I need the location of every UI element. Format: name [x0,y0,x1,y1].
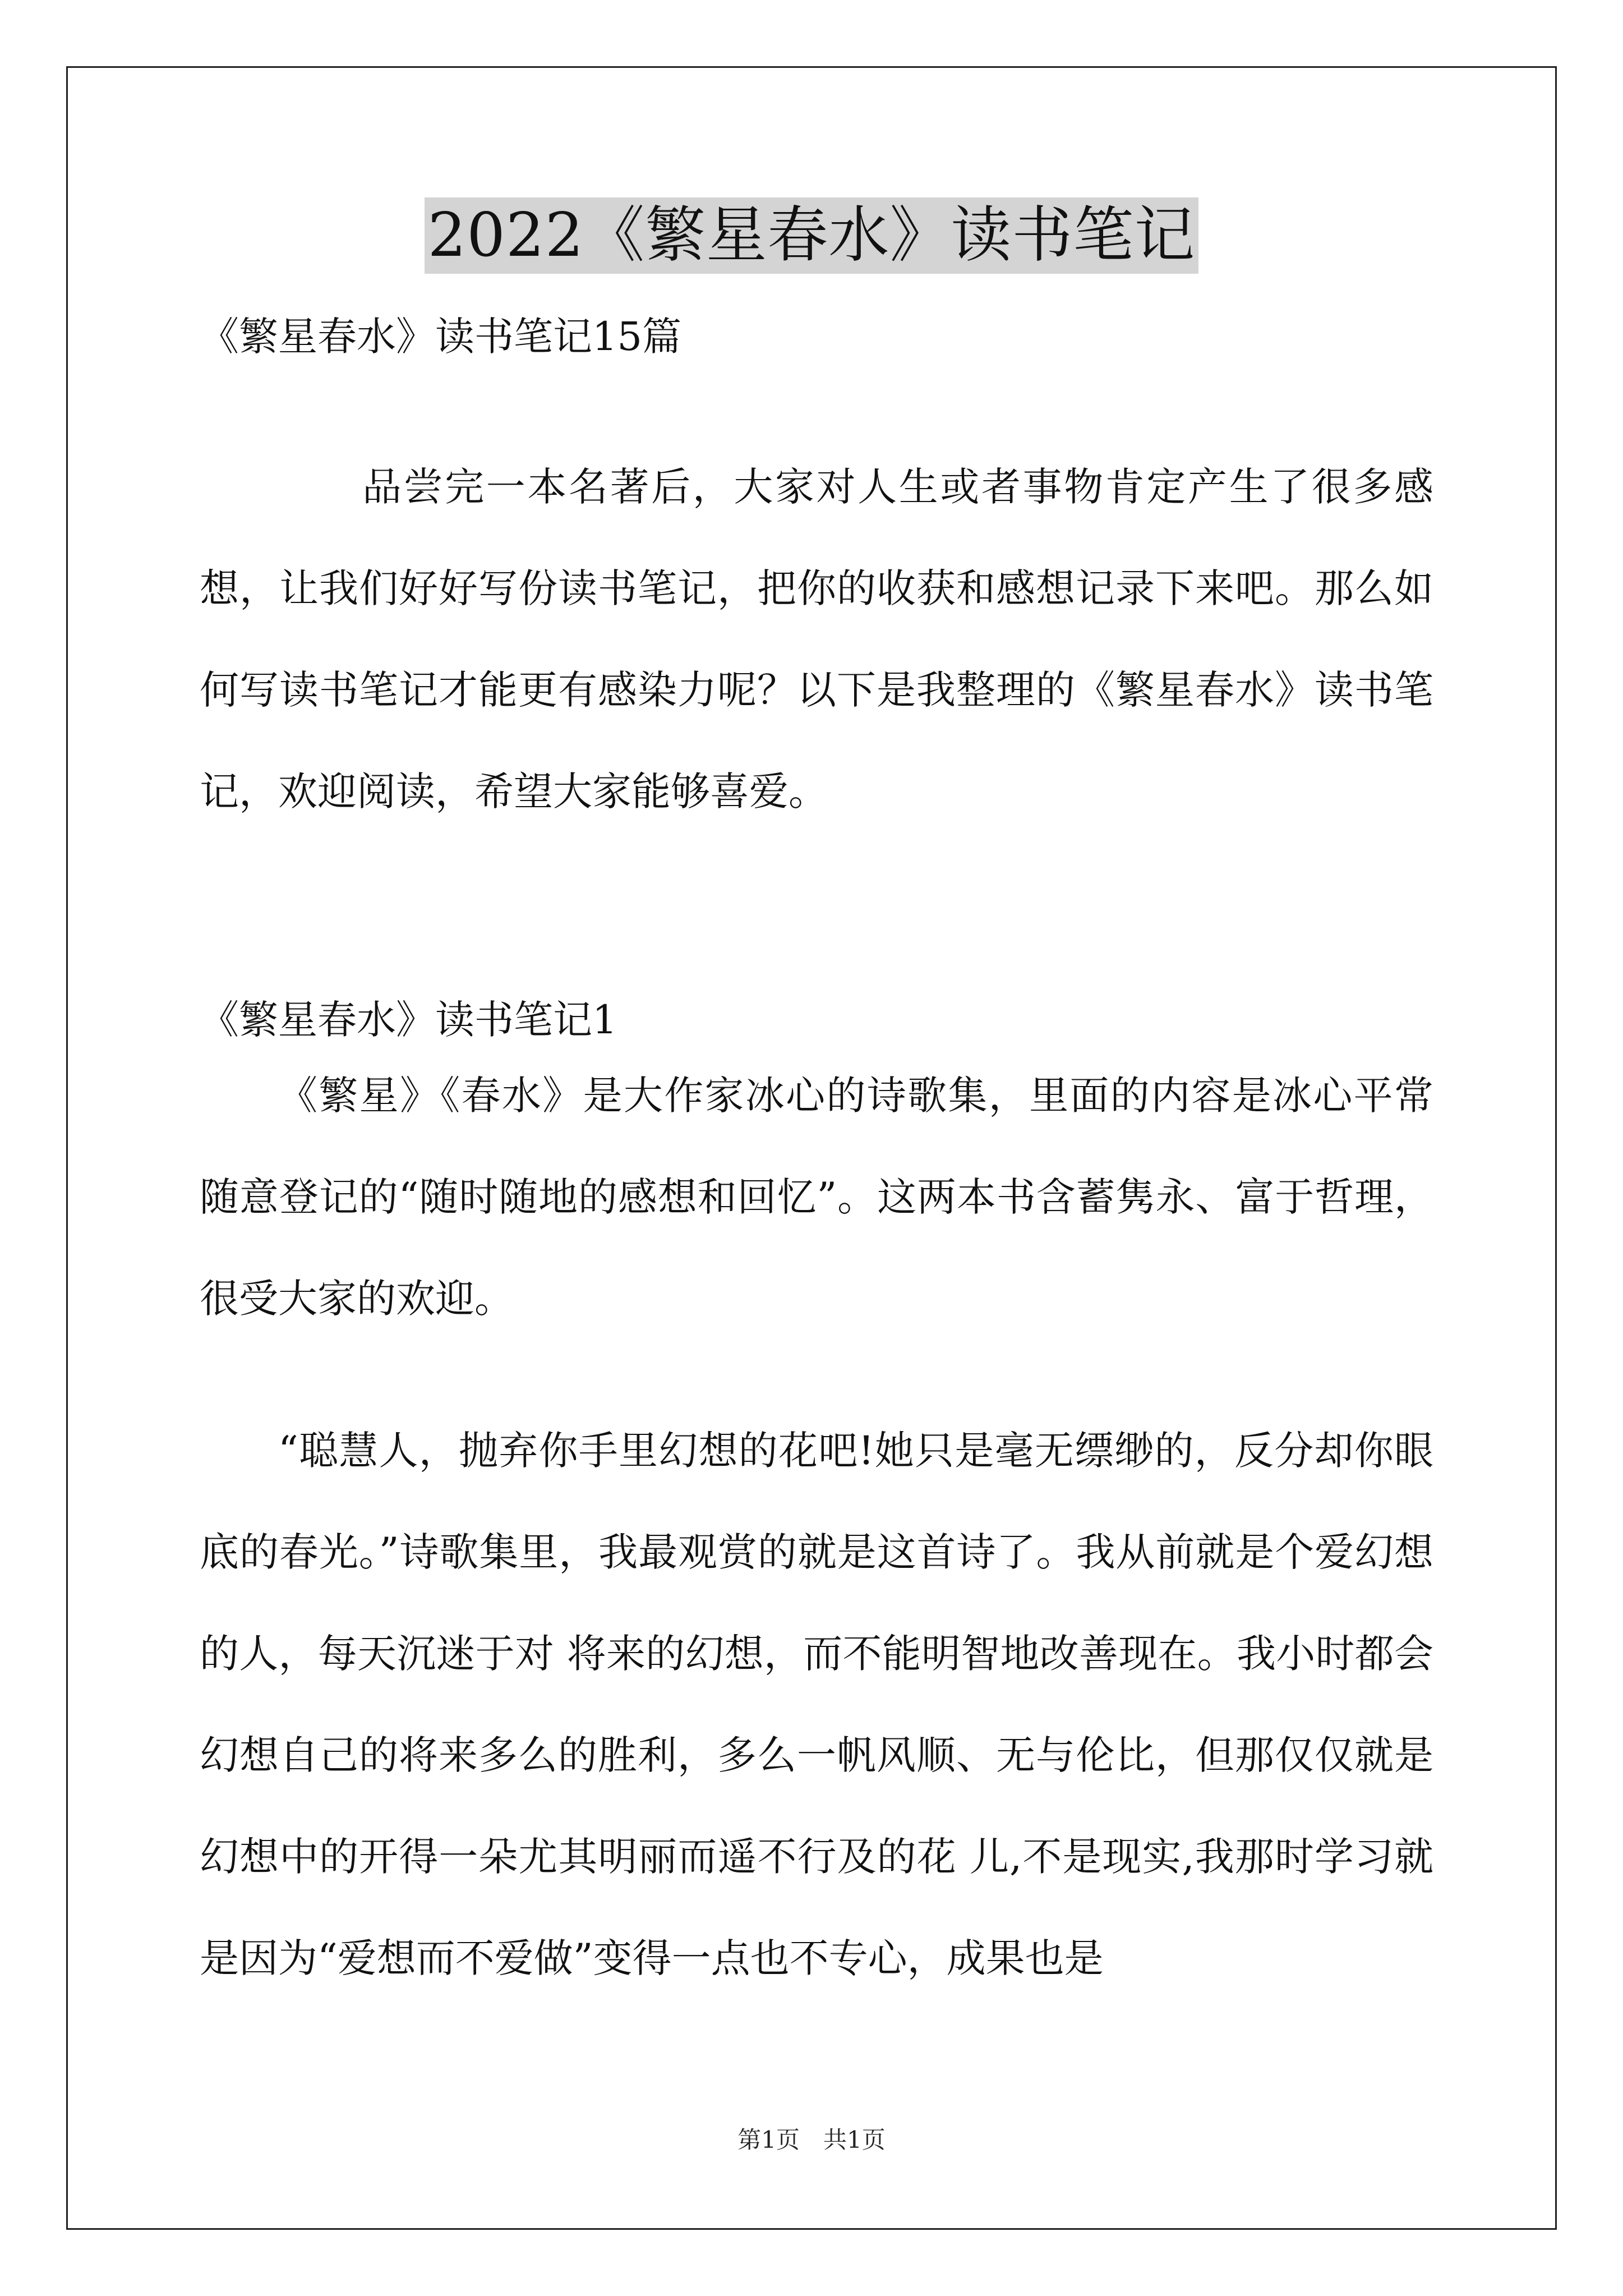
section-heading: 《繁星春水》读书笔记1 [200,997,617,1043]
intro-paragraph: 品尝完一本名著后，大家对人生或者事物肯定产生了很多感想，让我们好好写份读书笔记，把你的收获和感想记录下来吧。那么如何写读书笔记才能更有感染力呢？以下是我整理的《繁星春水》读书笔记，欢迎阅读，希望大家能够喜爱。 [200,464,1433,815]
title-container [0,197,1623,274]
body-paragraph-1: 《繁星》《春水》是大作家冰心的诗歌集，里面的内容是冰心平常随意登记的“随时随地的感想和回忆”。这两本书含蓄隽永、富于哲理，很受大家的欢迎。 [200,1073,1433,1322]
document-subtitle: 《繁星春水》读书笔记15篇 [200,314,682,360]
document-title: 2022《繁星春水》读书笔记 [425,197,1199,274]
body-paragraph-2: “聪慧人，抛弃你手里幻想的花吧!她只是毫无缥缈的，反分却你眼底的春光。”诗歌集里，我最观赏的就是这首诗了。我从前就是个爱幻想的人，每天沉迷于对 将来的幻想，而不能明智地改善现在。我小时都会幻想自己的将来多么的胜利，多么一帆风顺、无与伦比，但那仅仅就是幻想中的开得一朵尤其明丽而遥不行及的花 儿,不是现实,我那时学习就是因为“爱想而不爱做”变得一点也不专心，成果也是 [200,1428,1433,1981]
page-footer: 第1页 共1页 [737,2126,886,2154]
